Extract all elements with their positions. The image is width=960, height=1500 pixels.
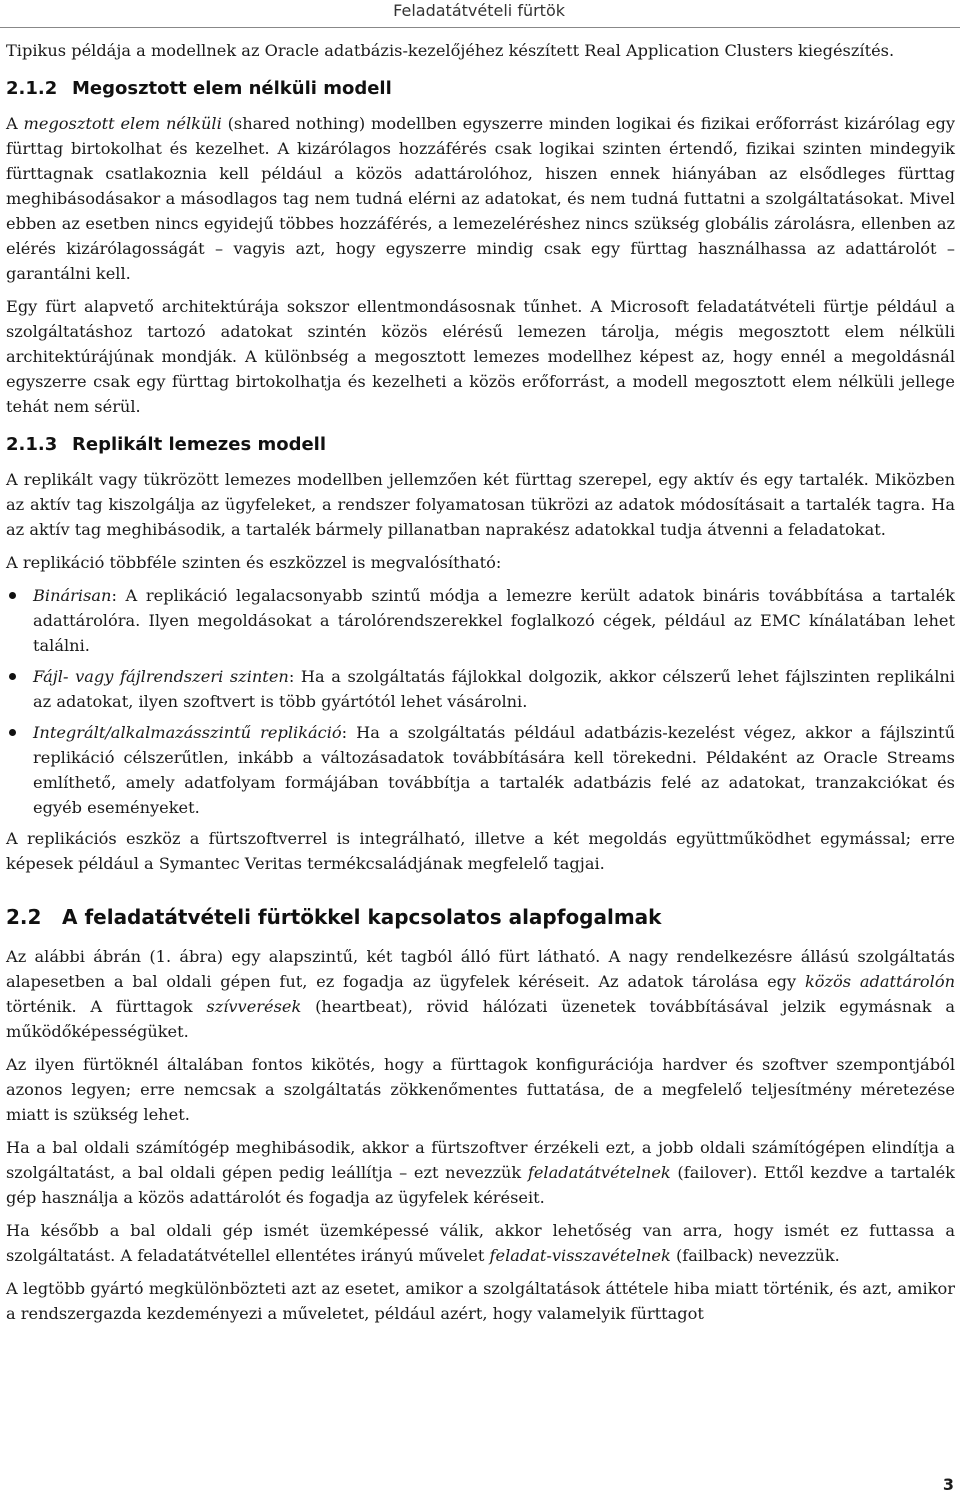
section-heading-2-2 bbox=[6, 904, 955, 930]
paragraph bbox=[6, 111, 955, 286]
text-run: (failover). Ettől kezdve a tartalék gép használja a közös adattárolót és fogadja az ügyfelek kéréseit. bbox=[6, 1163, 955, 1207]
emphasis: közös adattárolón bbox=[804, 972, 955, 991]
running-header bbox=[0, 0, 960, 30]
text-run: A bbox=[6, 114, 24, 133]
emphasis: feladat-visszavételnek bbox=[489, 1246, 671, 1265]
emphasis: Binárisan bbox=[33, 586, 112, 605]
section-number: 2.2 bbox=[6, 905, 42, 929]
text-run: (shared nothing) modellben egyszerre minden logikai és fizikai erőforrást kizárólag egy fürttag birtokolhat és kezelhet. A kizárólagos hozzáférés csak logikai szinten értendő, fizikai szinten mindegyik fürttagnak csatlakoznia kell például a közös adattárolóhoz, hiszen ennek hiányában az elsődleges fürttag meghibásodásakor a másodlagos tag nem tudná elérni az adatokat, és nem tudná futtatni a szolgáltatásokat. Mivel ebben az esetben nincs egyidejű többes hozzáférés, a lemezeléréshez nincs szükség globális zárolásra, ellenben az elérés kizárólagosságát – vagyis azt, hogy egyszerre mindig csak egy fürttag használhassa az adattárolót – garantálni kell. bbox=[6, 114, 955, 283]
bullet-list bbox=[6, 583, 955, 820]
text-run: Az alábbi ábrán (1. ábra) egy alapszintű, két tagból álló fürt látható. A nagy rendelkezésre állású szolgáltatás alapesetben a bal oldali gépen fut, ez fogadja az ügyfelek kéréseit. Az adatok tárolása egy bbox=[6, 947, 955, 991]
paragraph bbox=[6, 944, 955, 1044]
emphasis: feladatátvételnek bbox=[527, 1163, 671, 1182]
emphasis: megosztott elem nélküli bbox=[23, 114, 222, 133]
section-title: A feladatátvételi fürtökkel kapcsolatos alapfogalmak bbox=[62, 905, 662, 929]
section-heading-2-1-3 bbox=[6, 433, 955, 457]
paragraph: Egy fürt alapvető architektúrája sokszor ellentmondásosnak tűnhet. A Microsoft feladatátvételi fürtje például a szolgáltatáshoz tartozó adatokat szintén közös elérésű lemezen tárolja, mégis megosztott elem nélküli architektúrájúnak mondják. A különbség a megosztott lemezes modellhez képest az, hogy ennél a megoldásnál egyszerre csak egy fürttag birtokolhatja és kezelheti a közös erőforrást, a modell megosztott elem nélküli jellege tehát nem sérül. bbox=[6, 297, 955, 416]
text-run: : Ha a szolgáltatás fájlokkal dolgozik, akkor célszerű lehet fájlszinten replikálni az adatokat, ilyen szoftvert is több gyártótól lehet vásárolni. bbox=[33, 667, 955, 711]
section-title: Megosztott elem nélküli modell bbox=[72, 78, 392, 99]
text-run: : A replikáció legalacsonyabb szintű módja a lemezre került adatok bináris továbbítása a tartalék adattárolóra. Ilyen megoldásokat a tárolórendszerekkel foglalkozó cégek, például az EMC kínálatában lehet találni. bbox=[33, 586, 955, 655]
emphasis: Fájl- vagy fájlrendszeri szinten bbox=[33, 667, 289, 686]
list-item bbox=[6, 720, 955, 820]
paragraph: A legtöbb gyártó megkülönbözteti azt az esetet, amikor a szolgáltatások áttétele hiba miatt történik, és azt, amikor a rendszergazda kezdeményezi a műveletet, például azért, hogy valamelyik fürttagot bbox=[6, 1279, 955, 1323]
page-number: 3 bbox=[942, 1475, 954, 1494]
paragraph: A replikációs eszköz a fürtszoftverrel is integrálható, illetve a két megoldás együttműködhet egymással; erre képesek például a Symantec Veritas termékcsaládjának megfelelő tagjai. bbox=[6, 829, 955, 873]
emphasis: Integrált/alkalmazásszintű replikáció bbox=[33, 723, 342, 742]
text-run: (heartbeat), rövid hálózati üzenetek továbbításával jelzik egymásnak a működőképességüket. bbox=[6, 997, 955, 1041]
intro-paragraph: Tipikus példája a modellnek az Oracle adatbázis-kezelőjéhez készített Real Application Clusters kiegészítés. bbox=[6, 41, 895, 60]
list-item bbox=[6, 583, 955, 658]
paragraph: A replikáció többféle szinten és eszközzel is megvalósítható: bbox=[6, 553, 502, 572]
paragraph: Az ilyen fürtöknél általában fontos kikötés, hogy a fürttagok konfigurációja hardver és szoftver szempontjából azonos legyen; erre nemcsak a szolgáltatás zökkenőmentes futtatása, de a megfelelő teljesítmény méretezése miatt is szükség lehet. bbox=[6, 1055, 955, 1124]
paragraph bbox=[6, 1218, 955, 1268]
section-number: 2.1.2 bbox=[6, 78, 58, 99]
section-title: Replikált lemezes modell bbox=[72, 434, 327, 455]
text-run: Ha később a bal oldali gép ismét üzemképessé válik, akkor lehetőség van arra, hogy ismét ez futtassa a szolgáltatást. A feladatátvétellel ellentétes irányú művelet bbox=[6, 1221, 955, 1265]
text-run: Ha a bal oldali számítógép meghibásodik, akkor a fürtszoftver érzékeli ezt, a jobb oldali számítógépen elindítja a szolgáltatást, a bal oldali gépen pedig leállítja – ezt nevezzük bbox=[6, 1138, 955, 1182]
paragraph: A replikált vagy tükrözött lemezes modellben jellemzően két fürttag szerepel, egy aktív és egy tartalék. Miközben az aktív tag kiszolgálja az ügyfeleket, a rendszer folyamatosan tükrözi az adatok módosításait a tartalék tagra. Ha az aktív tag meghibásodik, a tartalék bármely pillanatban naprakész adatokkal tudja átvenni a feladatokat. bbox=[6, 470, 955, 539]
page-body bbox=[6, 38, 955, 1334]
paragraph bbox=[6, 1135, 955, 1210]
text-run: : Ha a szolgáltatás például adatbázis-kezelést végez, akkor a fájlszintű replikáció célszerűtlen, inkább a változásadatok továbbítására kell törekedni. Példaként az Oracle Streams említhető, amely adatfolyam formájában továbbítja a tartalék adatbázis felé az adatokat, tranzakciókat és egyéb eseményeket. bbox=[33, 723, 955, 817]
text-run: (failback) nevezzük. bbox=[670, 1246, 840, 1265]
header-title: Feladatátvételi fürtök bbox=[393, 1, 565, 20]
text-run: történik. A fürttagok bbox=[6, 997, 207, 1016]
emphasis: szívverések bbox=[206, 997, 302, 1016]
section-heading-2-1-2 bbox=[6, 77, 955, 101]
header-rule bbox=[0, 27, 960, 28]
section-number: 2.1.3 bbox=[6, 434, 58, 455]
list-item bbox=[6, 664, 955, 714]
